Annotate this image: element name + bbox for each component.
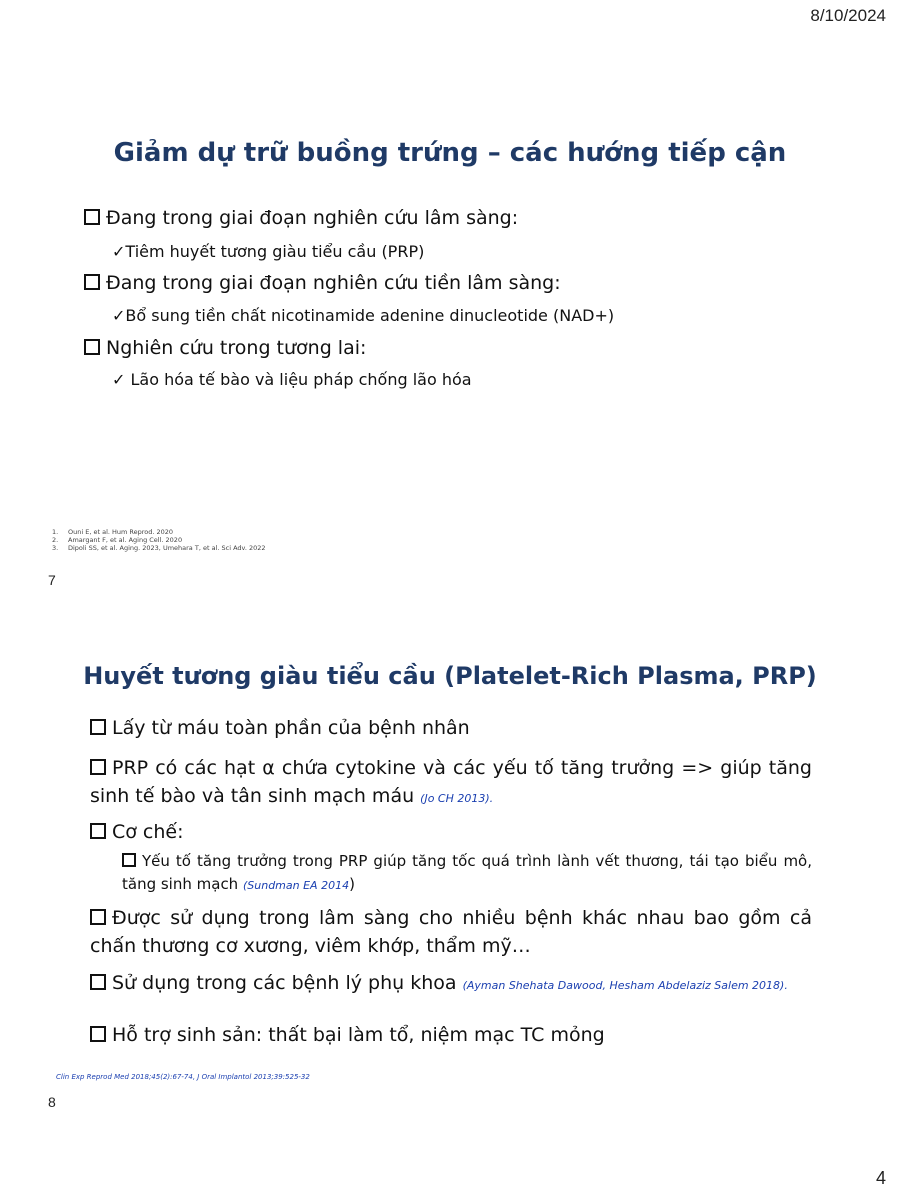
checkbox-bullet-icon [90,823,106,839]
reference-item: 3. Dipoli SS, et al. Aging. 2023, Umehara T, et al. Sci Adv. 2022 [52,544,266,553]
slide8-page-number: 8 [48,1094,56,1110]
sheet-page-number: 4 [875,1168,886,1188]
checkbox-bullet-icon [90,974,106,990]
slide7-subitem-3: ✓ Lão hóa tế bào và liệu pháp chống lão hóa [112,370,472,389]
reference-item: 2. Amargant F, et al. Aging Cell. 2020 [52,536,183,545]
checkbox-bullet-icon [90,909,106,925]
checkbox-bullet-icon [84,274,100,290]
slide8-title: Huyết tương giàu tiểu cầu (Platelet-Rich Plasma, PRP) [83,662,817,690]
slide7-bullet-1: Đang trong giai đoạn nghiên cứu lâm sàng: [84,207,518,231]
slide7-references [52,528,266,552]
slide8-bullet-5: Sử dụng trong các bệnh lý phụ khoa (Ayman Shehata Dawood, Hesham Abdelaziz Salem 2018). [90,970,812,998]
checkbox-bullet-icon [84,339,100,355]
citation: (Ayman Shehata Dawood, Hesham Abdelaziz Salem 2018). [462,979,788,992]
slide7-subitem-1: ✓Tiêm huyết tương giàu tiểu cầu (PRP) [112,242,425,261]
print-date: 8/10/2024 [810,6,886,25]
slide8-bullet-2: PRP có các hạt α chứa cytokine và các yếu tố tăng trưởng => giúp tăng sinh tế bào và tân sinh mạch máu (Jo CH 2013). [90,757,812,807]
checkbox-bullet-icon [84,209,100,225]
checkbox-bullet-icon [122,853,136,867]
checkbox-bullet-icon [90,1026,106,1042]
slide8-subitem-3: Yếu tố tăng trưởng trong PRP giúp tăng tốc quá trình lành vết thương, tái tạo biểu mô, tăng sinh mạch (Sundman EA 2014) [122,852,812,893]
citation: (Sundman EA 2014 [242,878,350,892]
slide8-bullet-6: Hỗ trợ sinh sản: thất bại làm tổ, niệm mạc TC mỏng [90,1022,812,1050]
slide8-footer-reference: Clin Exp Reprod Med 2018;45(2):67-74, J Oral Implantol 2013;39:525-32 [56,1073,310,1081]
reference-item: 1. Ouni E, et al. Hum Reprod. 2020 [52,528,174,536]
slide7-subitem-2: ✓Bổ sung tiền chất nicotinamide adenine dinucleotide (NAD+) [112,306,615,325]
slide8-bullet-3: Cơ chế: [90,819,812,847]
slide8-bullet-1: Lấy từ máu toàn phần của bệnh nhân [90,715,812,743]
checkbox-bullet-icon [90,719,106,735]
slide8-bullet-4: Được sử dụng trong lâm sàng cho nhiều bệnh khác nhau bao gồm cả chấn thương cơ xương, viêm khớp, thẩm mỹ… [90,907,812,957]
slide7-title: Giảm dự trữ buồng trứng – các hướng tiếp cận [113,138,787,168]
citation: (Jo CH 2013). [420,791,494,805]
slide7-bullet-3: Nghiên cứu trong tương lai: [84,337,366,361]
checkbox-bullet-icon [90,759,106,775]
slide7-page-number: 7 [48,572,56,588]
slide7-bullet-2: Đang trong giai đoạn nghiên cứu tiền lâm sàng: [84,272,561,296]
